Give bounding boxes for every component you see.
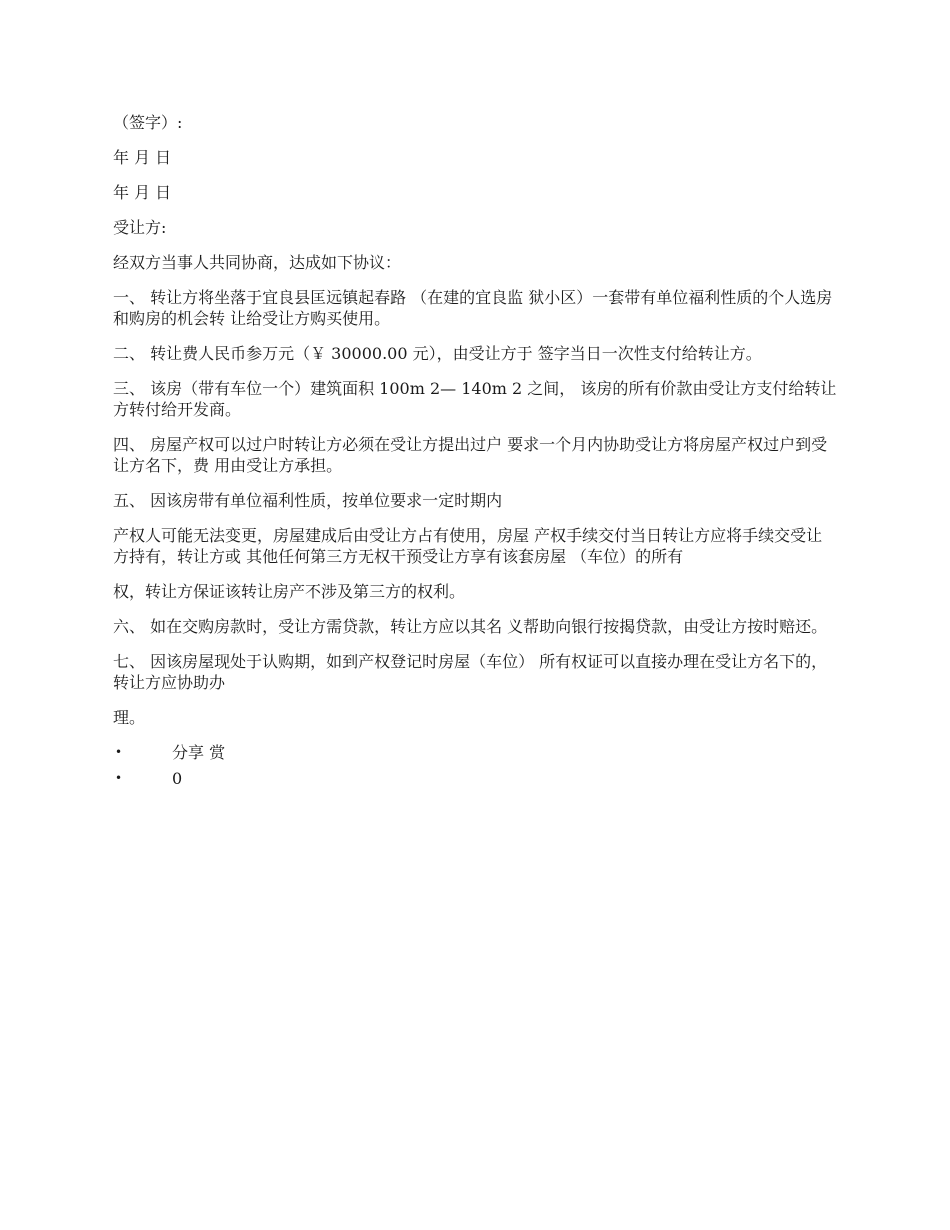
clause-5-continued: 产权人可能无法变更，房屋建成后由受让方占有使用，房屋 产权手续交付当日转让方应将手续交受让方持有，转让方或 其他任何第三方无权干预受让方享有该套房屋 （车位）的所有 <box>113 526 823 566</box>
clause-7: 七、 因该房屋现处于认购期，如到产权登记时房屋（车位） 所有权证可以直接办理在受让方名下的，转让方应协助办 <box>113 652 828 692</box>
clause-4: 四、 房屋产权可以过户时转让方必须在受让方提出过户 要求一个月内协助受让方将房屋产权过户到受让方名下，费 用由受让方承担。 <box>113 435 828 475</box>
signature-line: （签字）: <box>113 113 183 132</box>
bullet-list <box>113 742 838 794</box>
date-line: 年 月 日 <box>113 148 172 167</box>
clause-1: 一、 转让方将坐落于宜良县匡远镇起春路 （在建的宜良监 狱小区）一套带有单位福利性质的个人选房和购房的机会转 让给受让方购买使用。 <box>113 288 833 328</box>
share-reward-link[interactable]: 分享 赏 <box>172 743 226 762</box>
clause-3: 三、 该房（带有车位一个）建筑面积 100m 2— 140m 2 之间， 该房的所有价款由受让方支付给转让方转付给开发商。 <box>113 379 837 419</box>
list-item[interactable] <box>113 742 838 768</box>
clause-6: 六、 如在交购房款时，受让方需贷款，转让方应以其名 义帮助向银行按揭贷款，由受让方按时赔还。 <box>113 617 828 636</box>
agreement-intro: 经双方当事人共同协商，达成如下协议： <box>113 253 402 272</box>
bullet-icon: • <box>115 771 123 785</box>
count-value: 0 <box>172 769 183 788</box>
document-body <box>113 112 838 794</box>
clause-2: 二、 转让费人民币参万元（￥ 30000.00 元），由受让方于 签字当日一次性支付给转让方。 <box>113 344 762 363</box>
bullet-icon: • <box>115 745 123 759</box>
date-line: 年 月 日 <box>113 183 172 202</box>
clause-5: 五、 因该房带有单位福利性质，按单位要求一定时期内 <box>113 491 503 510</box>
transferee-line: 受让方: <box>113 218 167 237</box>
clause-5-continued: 权，转让方保证该转让房产不涉及第三方的权利。 <box>113 582 466 601</box>
list-item <box>113 768 838 794</box>
clause-7-continued: 理。 <box>113 708 146 727</box>
